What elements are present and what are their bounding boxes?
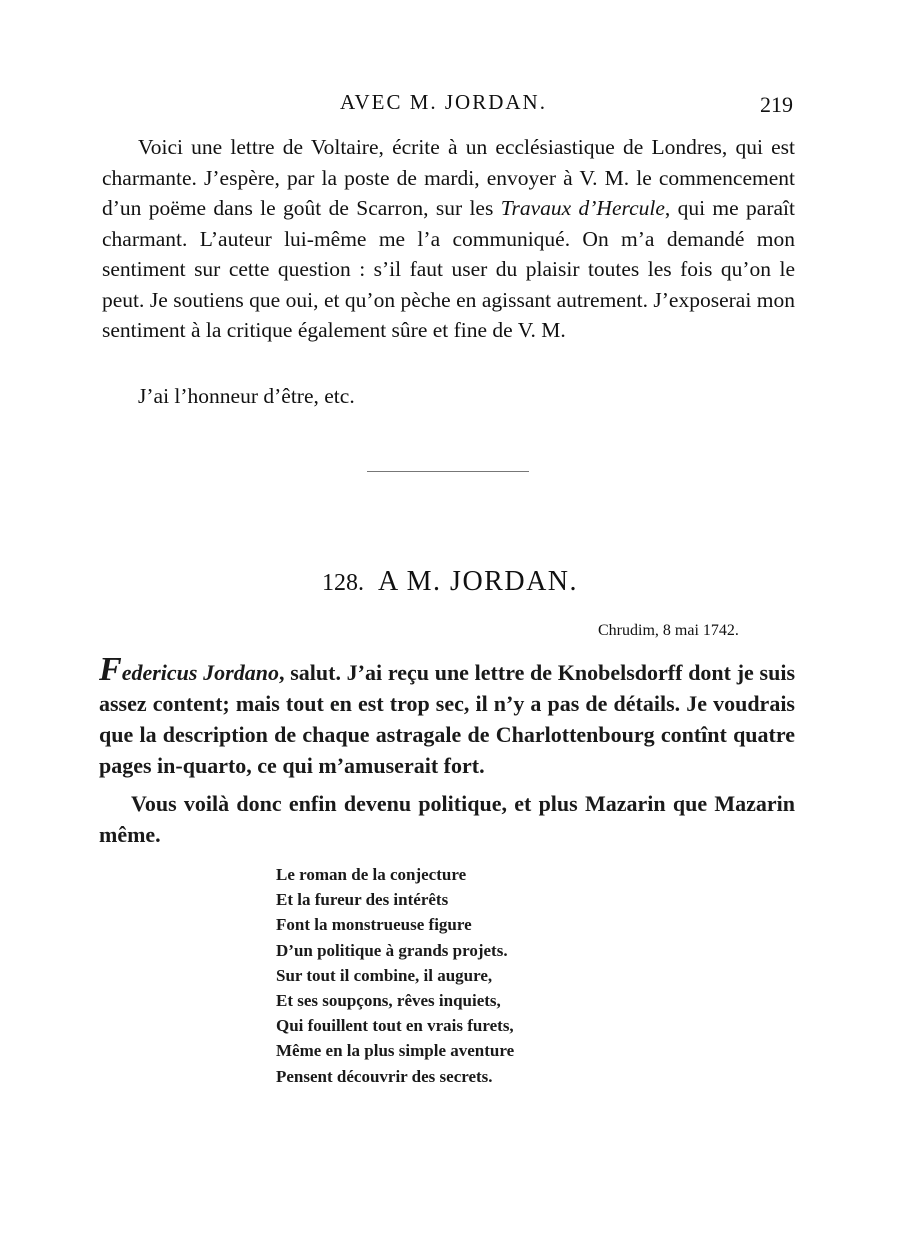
salutation-name: edericus Jordano	[121, 660, 279, 685]
letter-paragraph-1-text: , salut. J’ai reçu une lettre de Knobelsdorff dont je suis assez content; mais tout en est trop sec, il n’y a pas de détails. Je voudrais que la description de chaque astragale de Charlottenbourg contînt quatre pages in-quarto, ce qui m’amuserait fort.	[99, 660, 796, 778]
previous-letter-paragraph	[102, 132, 795, 346]
poem-line: Et ses soupçons, rêves inquiets,	[276, 991, 501, 1011]
letter-dateline: Chrudim, 8 mai 1742.	[598, 622, 739, 639]
poem-line: Font la monstrueuse figure	[276, 915, 472, 935]
poem-line: D’un politique à grands projets.	[276, 940, 508, 960]
poem	[276, 862, 596, 1089]
work-title-italic: Travaux d’Hercule	[500, 196, 665, 220]
previous-letter-text-after: , qui me paraît charmant. L’auteur lui-même me l’a communiqué. On m’a demandé mon sentiment sur cette question : s’il faut user du plaisir toutes les fois qu’on le peut. Je soutiens que oui, et qu’on pèche en agissant autrement. J’exposerai mon sentiment à la critique également sûre et fine de V. M.	[102, 196, 795, 342]
closing-formula: J’ai l’honneur d’être, etc.	[138, 384, 355, 408]
poem-line: Qui fouillent tout en vrais furets,	[276, 1016, 514, 1036]
letter-heading	[300, 566, 600, 598]
drop-initial: F	[99, 651, 122, 688]
letter-title: A M. JORDAN.	[377, 566, 579, 597]
letter-paragraph-1	[99, 651, 796, 781]
poem-line: Même en la plus simple aventure	[276, 1041, 515, 1061]
running-head: AVEC M. JORDAN.	[340, 90, 547, 114]
letter-number: 128.	[321, 570, 364, 596]
poem-line: Sur tout il combine, il augure,	[276, 965, 493, 985]
letter-paragraph-2: Vous voilà donc enfin devenu politique, et plus Mazarin que Mazarin même.	[99, 791, 795, 847]
previous-letter-text-before: Voici une lettre de Voltaire, écrite à un ecclésiastique de Londres, qui est charmante. J’espère, par la poste de mardi, envoyer à V. M. le commencement d’un poëme dans le goût de Scarron, sur les	[102, 135, 795, 220]
poem-line: Et la fureur des intérêts	[276, 890, 449, 910]
page-number: 219	[760, 92, 793, 117]
poem-line: Pensent découvrir des secrets.	[276, 1066, 493, 1086]
section-divider	[367, 471, 529, 472]
poem-line: Le roman de la conjecture	[276, 865, 467, 884]
